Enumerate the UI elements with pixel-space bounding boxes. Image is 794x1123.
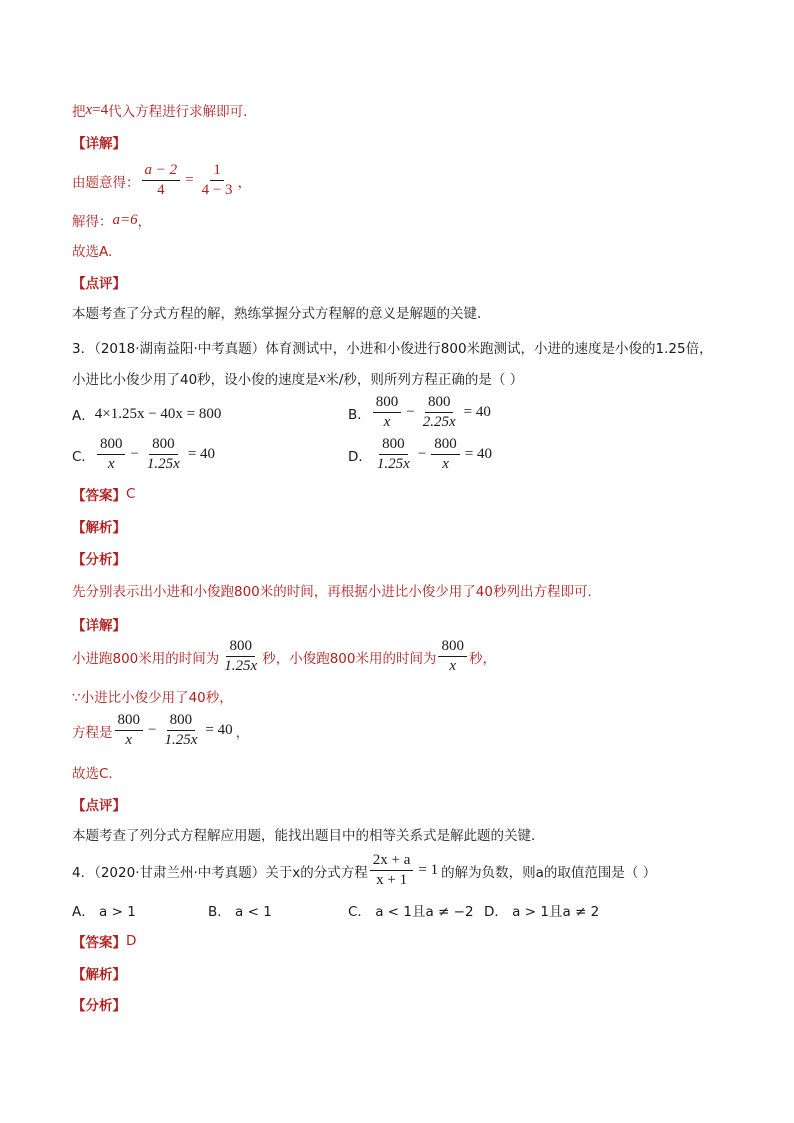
question-3-option-b[interactable]: B． $\frac{800}{x}$ − $\frac{800}{2.25x}$ = 40 bbox=[348, 394, 491, 430]
question-3-option-c[interactable]: C． $\frac{800}{x}$ − $\frac{800}{1.25x}$ = 40 bbox=[72, 436, 216, 472]
hint-post: 代入方程进行求解即可. bbox=[108, 104, 248, 120]
question-3-answer: 【答案】 C bbox=[72, 486, 136, 504]
question-3-analysis-heading: 【解析】 bbox=[72, 520, 126, 536]
question-3-fenxi-text: 先分别表示出小进和小俊跑800米的时间，再根据小进比小俊少用了40秒列出方程即可． bbox=[72, 584, 601, 600]
question-3-detail-heading: 【详解】 bbox=[72, 618, 126, 634]
question-3-comment-text: 本题考查了列分式方程解应用题，能找出题目中的相等关系式是解此题的关键． bbox=[72, 828, 545, 844]
hint-line bbox=[72, 100, 247, 120]
equation-label: 由题意得： bbox=[72, 174, 140, 191]
detail-equation-line: 由题意得： $\frac{a - 2}{4}$ = $\frac{1}{4 - 3}$ ， bbox=[72, 162, 252, 198]
question-3-option-a[interactable]: A． 4×1.25x − 40x = 800 bbox=[72, 405, 222, 424]
hint-value: =4 bbox=[92, 101, 109, 118]
question-3-comment-heading: 【点评】 bbox=[72, 798, 126, 814]
question-4-option-d[interactable]: D． a > 1且a ≠ 2 bbox=[484, 904, 600, 920]
fraction-2x-plus-a-over-x-plus-1: $\frac{2x + a}{x + 1}$ bbox=[370, 852, 414, 889]
question-4-answer: 【答案】 D bbox=[72, 933, 137, 951]
question-3-detail-line-2: ∵小进比小俊少用了40秒， bbox=[72, 690, 233, 706]
question-3-detail-line-1: 小进跑800米用的时间为 $\frac{800}{1.25x}$ 秒，小俊跑800米用的时间为 $\frac{800}{x}$ 秒， bbox=[72, 638, 496, 674]
answer-value: C bbox=[126, 486, 136, 502]
question-4-option-a[interactable]: A． a > 1 bbox=[72, 904, 136, 920]
question-4-line-1: 4．（2020·甘肃兰州·中考真题）关于x的分式方程 $\frac{2x + a}{x + 1}$ = 1 的解为负数，则a的取值范围是（ ） bbox=[72, 852, 657, 888]
question-3-option-d[interactable]: D． $\frac{800}{1.25x}$ − $\frac{800}{x}$ = 40 bbox=[348, 436, 493, 472]
answer-value: D bbox=[126, 933, 137, 949]
question-3-fenxi-heading: 【分析】 bbox=[72, 552, 126, 568]
question-3-line-1: 3．（2018·湖南益阳·中考真题）体育测试中，小进和小俊进行800米跑测试，小进的速度是小俊的1.25倍， bbox=[72, 341, 713, 357]
comment-text: 本题考查了分式方程的解，熟练掌握分式方程解的意义是解题的关键. bbox=[72, 306, 482, 322]
question-3-line-2: 小进比小俊少用了40秒，设小俊的速度是 x 米/秒，则所列方程正确的是（ ） bbox=[72, 369, 524, 388]
question-3-detail-line-3: 方程是 $\frac{800}{x}$ − $\frac{800}{1.25x}$ = 40 ， bbox=[72, 712, 250, 748]
solution-value: a=6 bbox=[112, 211, 138, 228]
fraction-800-over-1.25x: $\frac{800}{1.25x}$ bbox=[224, 638, 258, 674]
fraction-800-over-x: $\frac{800}{x}$ bbox=[438, 638, 467, 675]
equals-sign: = bbox=[185, 172, 194, 188]
solve-line: 解得： a=6 ， bbox=[72, 211, 152, 230]
question-4-option-c[interactable]: C． a < 1且a ≠ −2 bbox=[348, 904, 474, 920]
hint-variable: x bbox=[85, 101, 93, 118]
hint-pre: 把 bbox=[72, 104, 86, 120]
question-4-fenxi-heading: 【分析】 bbox=[72, 998, 126, 1014]
question-4-analysis-heading: 【解析】 bbox=[72, 967, 126, 983]
question-4-option-b[interactable]: B． a < 1 bbox=[208, 904, 272, 920]
detail-heading: 【详解】 bbox=[72, 136, 126, 152]
comment-heading: 【点评】 bbox=[72, 276, 126, 292]
question-3-choice: 故选C． bbox=[72, 766, 122, 782]
fraction-1-over-4-minus-3: $\frac{1}{4 - 3}$ bbox=[201, 162, 233, 198]
fraction-a-minus-2-over-4: $\frac{a - 2}{4}$ bbox=[142, 162, 181, 199]
choice-line: 故选A. bbox=[72, 244, 113, 260]
